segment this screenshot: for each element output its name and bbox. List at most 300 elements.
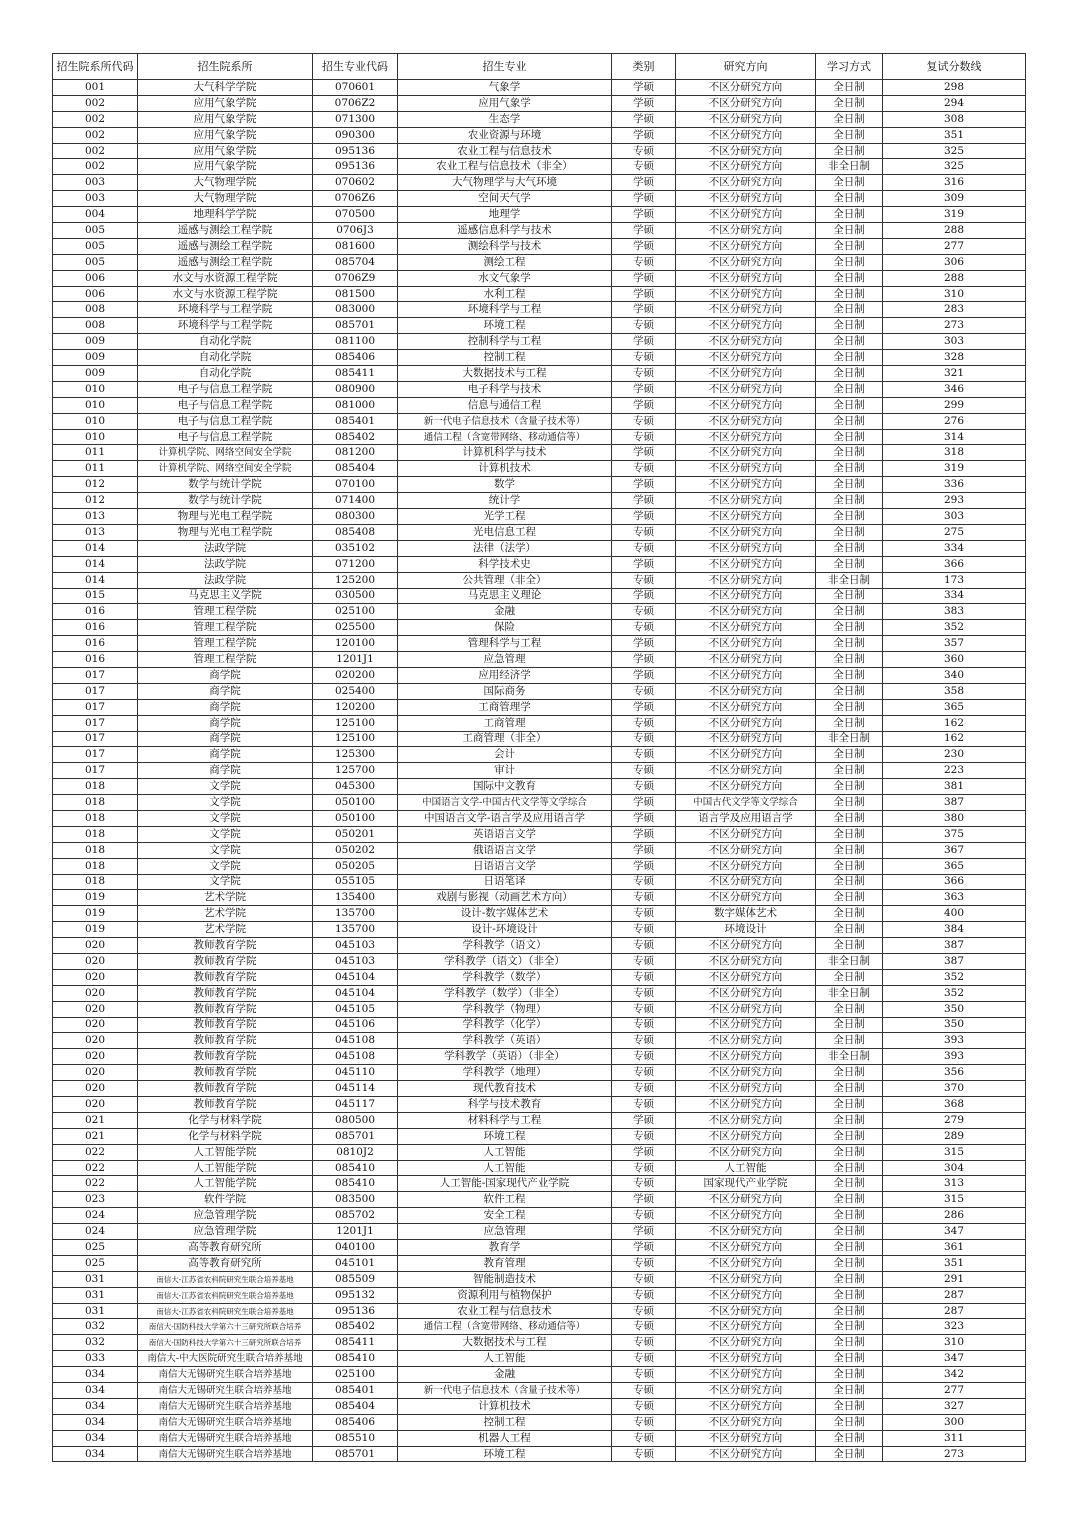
dept-code-cell: 006 [53,286,138,302]
research-direction-cell: 不区分研究方向 [676,95,816,111]
category-cell: 专硕 [612,969,676,985]
table-row [53,1303,1026,1319]
research-direction-cell: 不区分研究方向 [676,254,816,270]
retest-score-cell: 393 [883,1049,1026,1065]
research-direction-cell: 不区分研究方向 [676,1271,816,1287]
major-code-cell: 045114 [313,1081,398,1097]
dept-code-cell: 025 [53,1240,138,1256]
research-direction-cell: 不区分研究方向 [676,699,816,715]
category-cell: 学硕 [612,588,676,604]
dept-code-cell: 002 [53,111,138,127]
study-mode-cell: 全日制 [816,1319,883,1335]
dept-code-cell: 034 [53,1446,138,1462]
research-direction-cell: 不区分研究方向 [676,1033,816,1049]
dept-name-cell: 自动化学院 [138,366,313,382]
major-code-cell: 085401 [313,413,398,429]
dept-code-cell: 020 [53,1001,138,1017]
major-code-cell: 025500 [313,620,398,636]
table-row [53,747,1026,763]
major-name-cell: 光电信息工程 [398,524,612,540]
study-mode-cell: 全日制 [816,286,883,302]
study-mode-cell: 全日制 [816,1065,883,1081]
retest-score-cell: 316 [883,175,1026,191]
major-code-cell: 095132 [313,1287,398,1303]
study-mode-cell: 非全日制 [816,1049,883,1065]
dept-name-cell: 马克思主义学院 [138,588,313,604]
study-mode-cell: 全日制 [816,1033,883,1049]
major-code-cell: 135400 [313,890,398,906]
retest-score-cell: 346 [883,381,1026,397]
dept-name-cell: 化学与材料学院 [138,1128,313,1144]
study-mode-cell: 全日制 [816,969,883,985]
study-mode-cell: 全日制 [816,540,883,556]
research-direction-cell: 不区分研究方向 [676,1287,816,1303]
research-direction-cell: 不区分研究方向 [676,636,816,652]
research-direction-cell: 不区分研究方向 [676,1192,816,1208]
research-direction-cell: 不区分研究方向 [676,1398,816,1414]
category-cell: 专硕 [612,922,676,938]
retest-score-cell: 334 [883,588,1026,604]
table-row [53,667,1026,683]
dept-name-cell: 应用气象学院 [138,143,313,159]
study-mode-cell: 全日制 [816,652,883,668]
major-code-cell: 085701 [313,1446,398,1462]
research-direction-cell: 不区分研究方向 [676,826,816,842]
category-cell: 专硕 [612,1255,676,1271]
table-row [53,826,1026,842]
major-name-cell: 遥感信息科学与技术 [398,223,612,239]
retest-score-cell: 310 [883,1335,1026,1351]
category-cell: 专硕 [612,683,676,699]
major-code-cell: 095136 [313,1303,398,1319]
table-row [53,1112,1026,1128]
dept-name-cell: 南信大-国防科技大学第六十三研究所联合培养 [138,1335,313,1351]
research-direction-cell: 不区分研究方向 [676,1335,816,1351]
table-row [53,429,1026,445]
major-code-cell: 080500 [313,1112,398,1128]
table-row [53,652,1026,668]
major-name-cell: 会计 [398,747,612,763]
research-direction-cell: 不区分研究方向 [676,223,816,239]
research-direction-cell: 不区分研究方向 [676,969,816,985]
major-name-cell: 金融 [398,604,612,620]
study-mode-cell: 全日制 [816,810,883,826]
research-direction-cell: 不区分研究方向 [676,111,816,127]
study-mode-cell: 全日制 [816,890,883,906]
dept-name-cell: 大气科学学院 [138,80,313,96]
research-direction-cell: 不区分研究方向 [676,1240,816,1256]
category-cell: 学硕 [612,1112,676,1128]
dept-name-cell: 数学与统计学院 [138,477,313,493]
table-row [53,810,1026,826]
major-code-cell: 0706Z6 [313,191,398,207]
category-cell: 学硕 [612,1240,676,1256]
dept-code-cell: 008 [53,318,138,334]
major-code-cell: 081000 [313,397,398,413]
retest-score-cell: 340 [883,667,1026,683]
major-name-cell: 通信工程（含宽带网络、移动通信等） [398,429,612,445]
major-code-cell: 083000 [313,302,398,318]
dept-code-cell: 021 [53,1112,138,1128]
research-direction-cell: 不区分研究方向 [676,80,816,96]
study-mode-cell: 全日制 [816,667,883,683]
major-code-cell: 125700 [313,763,398,779]
study-mode-cell: 全日制 [816,1001,883,1017]
major-name-cell: 英语语言文学 [398,826,612,842]
category-cell: 专硕 [612,572,676,588]
major-name-cell: 环境工程 [398,1446,612,1462]
retest-score-cell: 325 [883,143,1026,159]
study-mode-cell: 全日制 [816,1112,883,1128]
study-mode-cell: 全日制 [816,1160,883,1176]
table-row [53,874,1026,890]
major-name-cell: 学科教学（语文）（非全） [398,953,612,969]
dept-code-cell: 020 [53,1065,138,1081]
table-row [53,397,1026,413]
research-direction-cell: 不区分研究方向 [676,1430,816,1446]
dept-code-cell: 023 [53,1192,138,1208]
dept-name-cell: 高等教育研究所 [138,1240,313,1256]
major-name-cell: 气象学 [398,80,612,96]
study-mode-cell: 非全日制 [816,159,883,175]
research-direction-cell: 不区分研究方向 [676,1383,816,1399]
retest-score-cell: 288 [883,270,1026,286]
dept-code-cell: 010 [53,429,138,445]
retest-score-cell: 319 [883,461,1026,477]
dept-name-cell: 教师教育学院 [138,1001,313,1017]
research-direction-cell: 不区分研究方向 [676,715,816,731]
dept-code-cell: 020 [53,938,138,954]
retest-score-cell: 352 [883,969,1026,985]
table-row [53,588,1026,604]
major-code-cell: 085406 [313,1414,398,1430]
retest-score-cell: 313 [883,1176,1026,1192]
major-name-cell: 统计学 [398,493,612,509]
table-row [53,858,1026,874]
dept-name-cell: 文学院 [138,858,313,874]
study-mode-cell: 全日制 [816,747,883,763]
study-mode-cell: 非全日制 [816,953,883,969]
category-cell: 专硕 [612,779,676,795]
dept-code-cell: 024 [53,1224,138,1240]
dept-name-cell: 教师教育学院 [138,1033,313,1049]
research-direction-cell: 人工智能 [676,1160,816,1176]
retest-score-cell: 286 [883,1208,1026,1224]
category-cell: 专硕 [612,1128,676,1144]
table-row [53,159,1026,175]
retest-score-cell: 318 [883,445,1026,461]
category-cell: 学硕 [612,858,676,874]
dept-code-cell: 019 [53,890,138,906]
dept-code-cell: 018 [53,810,138,826]
table-row [53,1271,1026,1287]
research-direction-cell: 不区分研究方向 [676,413,816,429]
major-code-cell: 135700 [313,906,398,922]
table-row [53,366,1026,382]
retest-score-cell: 328 [883,350,1026,366]
category-cell: 学硕 [612,334,676,350]
category-cell: 学硕 [612,207,676,223]
major-code-cell: 030500 [313,588,398,604]
category-cell: 专硕 [612,1446,676,1462]
study-mode-cell: 全日制 [816,1446,883,1462]
table-row [53,1255,1026,1271]
dept-code-cell: 020 [53,1097,138,1113]
study-mode-cell: 全日制 [816,334,883,350]
dept-code-cell: 016 [53,652,138,668]
category-cell: 专硕 [612,350,676,366]
study-mode-cell: 全日制 [816,318,883,334]
study-mode-cell: 全日制 [816,906,883,922]
table-row [53,969,1026,985]
category-cell: 专硕 [612,1367,676,1383]
major-code-cell: 045105 [313,1001,398,1017]
dept-code-cell: 034 [53,1398,138,1414]
major-name-cell: 中国语言文学-中国古代文学等文学综合 [398,795,612,811]
category-cell: 专硕 [612,763,676,779]
dept-name-cell: 南信大无锡研究生联合培养基地 [138,1446,313,1462]
retest-score-cell: 393 [883,1033,1026,1049]
category-cell: 学硕 [612,286,676,302]
dept-name-cell: 大气物理学院 [138,191,313,207]
study-mode-cell: 非全日制 [816,985,883,1001]
retest-score-cell: 275 [883,524,1026,540]
major-name-cell: 地理学 [398,207,612,223]
table-row [53,493,1026,509]
major-code-cell: 071300 [313,111,398,127]
retest-score-cell: 347 [883,1224,1026,1240]
research-direction-cell: 数字媒体艺术 [676,906,816,922]
table-row [53,143,1026,159]
major-name-cell: 国际中文教育 [398,779,612,795]
study-mode-cell: 全日制 [816,445,883,461]
retest-score-cell: 342 [883,1367,1026,1383]
retest-score-cell: 375 [883,826,1026,842]
study-mode-cell: 全日制 [816,207,883,223]
study-mode-cell: 全日制 [816,1097,883,1113]
research-direction-cell: 不区分研究方向 [676,397,816,413]
study-mode-cell: 全日制 [816,1351,883,1367]
research-direction-cell: 不区分研究方向 [676,1319,816,1335]
table-row [53,731,1026,747]
major-name-cell: 新一代电子信息技术（含量子技术等） [398,413,612,429]
study-mode-cell: 全日制 [816,874,883,890]
dept-code-cell: 012 [53,493,138,509]
major-code-cell: 085411 [313,366,398,382]
category-cell: 专硕 [612,413,676,429]
major-code-cell: 050100 [313,795,398,811]
study-mode-cell: 全日制 [816,1430,883,1446]
major-code-cell: 085701 [313,1128,398,1144]
research-direction-cell: 不区分研究方向 [676,938,816,954]
research-direction-cell: 不区分研究方向 [676,953,816,969]
dept-code-cell: 034 [53,1383,138,1399]
dept-name-cell: 应用气象学院 [138,127,313,143]
major-code-cell: 050202 [313,842,398,858]
study-mode-cell: 全日制 [816,1303,883,1319]
study-mode-cell: 全日制 [816,604,883,620]
major-code-cell: 081500 [313,286,398,302]
table-row [53,636,1026,652]
dept-code-cell: 018 [53,842,138,858]
retest-score-cell: 365 [883,858,1026,874]
major-code-cell: 045101 [313,1255,398,1271]
study-mode-cell: 全日制 [816,1208,883,1224]
major-code-cell: 085402 [313,1319,398,1335]
study-mode-cell: 全日制 [816,302,883,318]
major-code-cell: 080900 [313,381,398,397]
major-name-cell: 人工智能 [398,1351,612,1367]
dept-code-cell: 024 [53,1208,138,1224]
dept-name-cell: 遥感与测绘工程学院 [138,223,313,239]
research-direction-cell: 不区分研究方向 [676,842,816,858]
research-direction-cell: 不区分研究方向 [676,858,816,874]
retest-score-cell: 387 [883,795,1026,811]
retest-score-cell: 351 [883,127,1026,143]
dept-code-cell: 020 [53,1081,138,1097]
table-row [53,985,1026,1001]
dept-code-cell: 003 [53,191,138,207]
major-name-cell: 空间天气学 [398,191,612,207]
major-name-cell: 学科教学（英语） [398,1033,612,1049]
major-code-cell: 035102 [313,540,398,556]
dept-code-cell: 021 [53,1128,138,1144]
dept-name-cell: 艺术学院 [138,922,313,938]
retest-score-cell: 363 [883,890,1026,906]
category-cell: 学硕 [612,667,676,683]
major-code-cell: 045103 [313,953,398,969]
research-direction-cell: 不区分研究方向 [676,1017,816,1033]
category-cell: 学硕 [612,397,676,413]
research-direction-cell: 不区分研究方向 [676,1224,816,1240]
retest-score-cell: 162 [883,731,1026,747]
retest-score-cell: 366 [883,874,1026,890]
category-cell: 专硕 [612,1176,676,1192]
major-code-cell: 085404 [313,461,398,477]
category-cell: 专硕 [612,1065,676,1081]
dept-code-cell: 011 [53,461,138,477]
research-direction-cell: 不区分研究方向 [676,779,816,795]
dept-name-cell: 教师教育学院 [138,953,313,969]
category-cell: 学硕 [612,238,676,254]
table-row [53,461,1026,477]
dept-name-cell: 地理科学学院 [138,207,313,223]
major-name-cell: 俄语语言文学 [398,842,612,858]
retest-score-cell: 303 [883,334,1026,350]
dept-code-cell: 016 [53,620,138,636]
table-row [53,620,1026,636]
category-cell: 专硕 [612,985,676,1001]
dept-code-cell: 033 [53,1351,138,1367]
category-cell: 专硕 [612,159,676,175]
major-code-cell: 095136 [313,159,398,175]
research-direction-cell: 不区分研究方向 [676,143,816,159]
dept-name-cell: 管理工程学院 [138,604,313,620]
dept-name-cell: 教师教育学院 [138,969,313,985]
major-code-cell: 085401 [313,1383,398,1399]
major-code-cell: 050100 [313,810,398,826]
dept-code-cell: 010 [53,381,138,397]
dept-name-cell: 物理与光电工程学院 [138,524,313,540]
major-name-cell: 应用气象学 [398,95,612,111]
table-row [53,80,1026,96]
research-direction-cell: 不区分研究方向 [676,302,816,318]
study-mode-cell: 全日制 [816,413,883,429]
table-row [53,238,1026,254]
header-major-name: 招生专业 [398,54,612,80]
table-row [53,318,1026,334]
dept-name-cell: 南信大无锡研究生联合培养基地 [138,1430,313,1446]
table-row [53,1224,1026,1240]
dept-name-cell: 管理工程学院 [138,652,313,668]
research-direction-cell: 不区分研究方向 [676,1112,816,1128]
category-cell: 专硕 [612,461,676,477]
study-mode-cell: 全日制 [816,493,883,509]
dept-name-cell: 南信大无锡研究生联合培养基地 [138,1398,313,1414]
category-cell: 专硕 [612,938,676,954]
research-direction-cell: 不区分研究方向 [676,1255,816,1271]
retest-score-cell: 311 [883,1430,1026,1446]
dept-code-cell: 032 [53,1335,138,1351]
table-row [53,1081,1026,1097]
research-direction-cell: 语言学及应用语言学 [676,810,816,826]
major-code-cell: 085704 [313,254,398,270]
major-code-cell: 095136 [313,143,398,159]
major-code-cell: 0706J3 [313,223,398,239]
retest-score-cell: 347 [883,1351,1026,1367]
dept-name-cell: 艺术学院 [138,890,313,906]
major-code-cell: 020200 [313,667,398,683]
study-mode-cell: 全日制 [816,270,883,286]
dept-name-cell: 商学院 [138,667,313,683]
major-code-cell: 085402 [313,429,398,445]
dept-name-cell: 高等教育研究所 [138,1255,313,1271]
study-mode-cell: 全日制 [816,350,883,366]
category-cell: 专硕 [612,1335,676,1351]
study-mode-cell: 全日制 [816,509,883,525]
dept-name-cell: 应急管理学院 [138,1224,313,1240]
dept-name-cell: 应急管理学院 [138,1208,313,1224]
research-direction-cell: 不区分研究方向 [676,1097,816,1113]
dept-code-cell: 006 [53,270,138,286]
major-name-cell: 保险 [398,620,612,636]
category-cell: 专硕 [612,1033,676,1049]
table-row [53,95,1026,111]
table-row [53,1160,1026,1176]
dept-name-cell: 水文与水资源工程学院 [138,286,313,302]
research-direction-cell: 不区分研究方向 [676,683,816,699]
table-row [53,763,1026,779]
study-mode-cell: 全日制 [816,95,883,111]
dept-name-cell: 环境科学与工程学院 [138,302,313,318]
dept-code-cell: 034 [53,1430,138,1446]
table-row [53,540,1026,556]
dept-code-cell: 004 [53,207,138,223]
major-name-cell: 农业工程与信息技术 [398,1303,612,1319]
table-row [53,683,1026,699]
major-code-cell: 025100 [313,1367,398,1383]
major-name-cell: 新一代电子信息技术（含量子技术等） [398,1383,612,1399]
research-direction-cell: 不区分研究方向 [676,604,816,620]
dept-code-cell: 018 [53,826,138,842]
study-mode-cell: 全日制 [816,477,883,493]
research-direction-cell: 不区分研究方向 [676,509,816,525]
major-name-cell: 学科教学（物理） [398,1001,612,1017]
major-name-cell: 科学与技术教育 [398,1097,612,1113]
retest-score-cell: 381 [883,779,1026,795]
category-cell: 专硕 [612,429,676,445]
dept-name-cell: 水文与水资源工程学院 [138,270,313,286]
